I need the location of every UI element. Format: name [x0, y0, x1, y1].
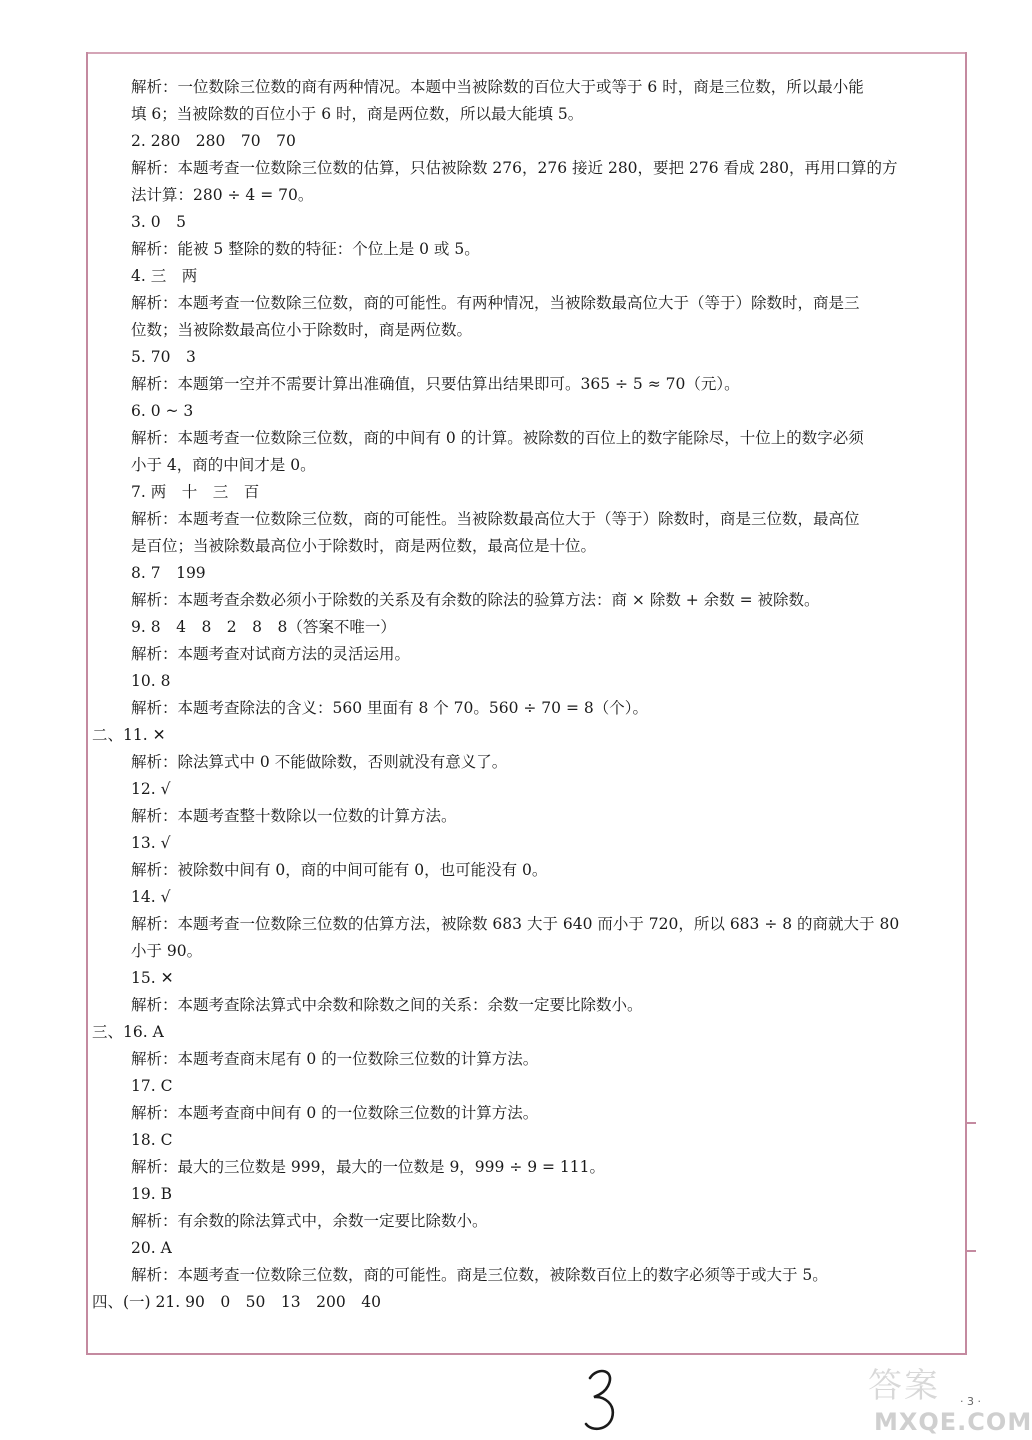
analysis-continuation: 位数；当被除数最高位小于除数时，商是两位数。 [131, 321, 473, 339]
answer-line: 19. B [131, 1185, 172, 1203]
analysis-continuation: 填 6；当被除数的百位小于 6 时，商是两位数，所以最大能填 5。 [131, 105, 584, 123]
analysis-line: 解析：被除数中间有 0，商的中间可能有 0，也可能没有 0。 [131, 861, 548, 879]
analysis-line: 解析：本题考查一位数除三位数，商的可能性。当被除数最高位大于（等于）除数时，商是三位数，最高位 [131, 510, 860, 528]
analysis-line: 解析：本题考查对试商方法的灵活运用。 [131, 645, 411, 663]
answer-content [92, 74, 964, 1316]
analysis-line: 解析：本题考查整十数除以一位数的计算方法。 [131, 807, 457, 825]
answer-line: 6. 0 ~ 3 [131, 402, 194, 420]
analysis-line: 解析：本题考查除法算式中余数和除数之间的关系：余数一定要比除数小。 [131, 996, 643, 1014]
answer-line: 18. C [131, 1131, 173, 1149]
analysis-line: 解析：本题考查一位数除三位数的估算，只估被除数 276，276 接近 280，要把 276 看成 280，再用口算的方 [131, 159, 898, 177]
answer-line: 7. 两 十 三 百 [131, 483, 260, 501]
page-frame-top [86, 52, 966, 54]
analysis-line: 解析：本题考查一位数除三位数，商的可能性。有两种情况，当被除数最高位大于（等于）除数时，商是三 [131, 294, 860, 312]
answer-line: 13. √ [131, 834, 171, 852]
answer-line: 14. √ [131, 888, 171, 906]
page-frame-left [86, 52, 88, 1354]
analysis-continuation: 小于 90。 [131, 942, 203, 960]
analysis-line: 解析：本题第一空并不需要计算出准确值，只要估算出结果即可。365 ÷ 5 ≈ 70（元）。 [131, 375, 740, 393]
section-heading: 二、11. ✕ [92, 726, 166, 744]
analysis-line: 解析：本题考查商末尾有 0 的一位数除三位数的计算方法。 [131, 1050, 539, 1068]
page-corner-number: · 3 · [960, 1395, 981, 1408]
answer-line: 9. 8 4 8 2 8 8（答案不唯一） [131, 618, 396, 636]
answer-line: 3. 0 5 [131, 213, 186, 231]
watermark-text: 答案 [868, 1366, 940, 1406]
analysis-line: 解析：本题考查一位数除三位数，商的中间有 0 的计算。被除数的百位上的数字能除尽，十位上的数字必须 [131, 429, 864, 447]
analysis-line: 解析：除法算式中 0 不能做除数，否则就没有意义了。 [131, 753, 508, 771]
answer-line: 8. 7 199 [131, 564, 206, 582]
analysis-line: 解析：有余数的除法算式中，余数一定要比除数小。 [131, 1212, 488, 1230]
analysis-line: 解析：本题考查商中间有 0 的一位数除三位数的计算方法。 [131, 1104, 539, 1122]
answer-line: 20. A [131, 1239, 172, 1257]
answer-line: 12. √ [131, 780, 171, 798]
answer-line: 17. C [131, 1077, 173, 1095]
analysis-line: 解析：本题考查一位数除三位数的估算方法，被除数 683 大于 640 而小于 720，所以 683 ÷ 8 的商就大于 80 [131, 915, 900, 933]
analysis-line: 解析：能被 5 整除的数的特征：个位上是 0 或 5。 [131, 240, 480, 258]
answer-line: 10. 8 [131, 672, 171, 690]
analysis-line: 解析：本题考查一位数除三位数，商的可能性。商是三位数，被除数百位上的数字必须等于或大于 5。 [131, 1266, 828, 1284]
analysis-continuation: 法计算：280 ÷ 4 = 70。 [131, 186, 314, 204]
answer-line: 15. ✕ [131, 969, 174, 987]
analysis-line: 解析：本题考查余数必须小于除数的关系及有余数的除法的验算方法：商 × 除数 + 余数 = 被除数。 [131, 591, 820, 609]
analysis-line: 解析：一位数除三位数的商有两种情况。本题中当被除数的百位大于或等于 6 时，商是三位数，所以最小能 [131, 78, 864, 96]
answer-line: 4. 三 两 [131, 267, 198, 285]
page-frame-right [965, 52, 967, 1354]
analysis-line: 解析：最大的三位数是 999，最大的一位数是 9，999 ÷ 9 = 111。 [131, 1158, 606, 1176]
answer-line: 2. 280 280 70 70 [131, 132, 296, 150]
section-heading: 四、(一) 21. 90 0 50 13 200 40 [92, 1293, 381, 1311]
analysis-continuation: 是百位；当被除数最高位小于除数时，商是两位数，最高位是十位。 [131, 537, 597, 555]
analysis-continuation: 小于 4，商的中间才是 0。 [131, 456, 316, 474]
watermark-url: MXQE.COM [874, 1408, 1032, 1436]
section-heading: 三、16. A [92, 1023, 164, 1041]
side-tick [966, 1250, 976, 1252]
answer-line: 5. 70 3 [131, 348, 196, 366]
side-tick [966, 1122, 976, 1124]
page-frame-bottom [86, 1353, 967, 1355]
handwritten-page-number [582, 1366, 622, 1436]
analysis-line: 解析：本题考查除法的含义：560 里面有 8 个 70。560 ÷ 70 = 8（个）。 [131, 699, 648, 717]
